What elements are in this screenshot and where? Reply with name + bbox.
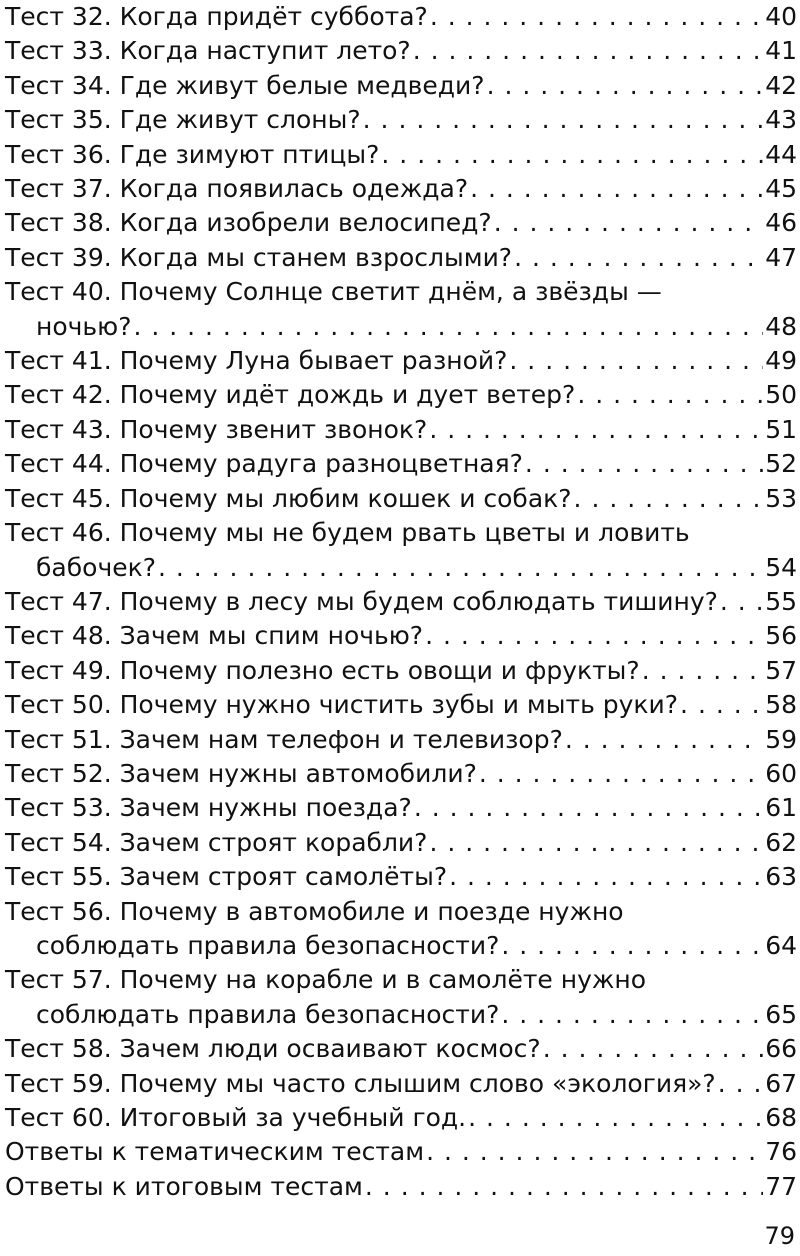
toc-leader-dots (514, 241, 763, 275)
toc-page-number: 43 (765, 105, 797, 135)
toc-entry (5, 895, 797, 964)
toc-entry (5, 1135, 797, 1169)
toc-page-number: 40 (765, 2, 797, 31)
toc-page-number: 56 (765, 621, 797, 651)
toc-entry-line (5, 1170, 797, 1204)
toc-entry-title: Тест 42. Почему идёт дождь и дует ветер? (5, 380, 576, 410)
toc-leader-dots (363, 103, 764, 137)
toc-entry-title: Ответы к итоговым тестам (5, 1171, 363, 1201)
toc-entry-title: Тест 52. Зачем нужны автомобили? (5, 758, 477, 788)
toc-entry (5, 69, 797, 103)
toc-entry (5, 826, 797, 860)
toc-entry-title: соблюдать правила безопасности? (36, 999, 500, 1029)
toc-page-number: 57 (765, 655, 797, 685)
toc-entry (5, 378, 797, 412)
toc-entry-line (5, 688, 797, 722)
toc-page-number: 47 (765, 242, 797, 272)
toc-entry-title: ночью? (36, 311, 132, 341)
toc-entry-title: Тест 59. Почему мы часто слышим слово «экология»? (5, 1068, 716, 1098)
toc-leader-dots (158, 551, 763, 585)
toc-page-number: 54 (765, 552, 797, 582)
toc-entry-line (5, 69, 797, 103)
toc-entry-title: Ответы к тематическим тестам (5, 1137, 425, 1167)
toc-entry-title: Тест 55. Зачем строят самолёты? (5, 862, 448, 892)
toc-entry-title: Тест 49. Почему полезно есть овощи и фрукты? (5, 655, 640, 685)
toc-leader-dots (430, 0, 763, 34)
toc-page-number: 51 (765, 414, 797, 444)
toc-page-number: 45 (765, 174, 797, 204)
toc-page-number: 61 (765, 793, 797, 823)
toc-leader-dots (494, 206, 764, 240)
toc-leader-dots (525, 447, 763, 481)
toc-leader-dots (487, 69, 764, 103)
toc-page-number: 66 (765, 1034, 797, 1064)
toc-entry-title: Тест 32. Когда придёт суббота? (5, 2, 428, 31)
toc-entry-line (5, 1067, 797, 1101)
toc-page-number: 41 (765, 36, 797, 66)
toc-entry-line (5, 654, 797, 688)
toc-leader-dots (501, 929, 763, 963)
toc-entry (5, 516, 797, 585)
toc-entry (5, 0, 797, 34)
toc-entry (5, 103, 797, 137)
toc-entry (5, 963, 797, 1032)
toc-entry (5, 413, 797, 447)
toc-entry-title: Тест 41. Почему Луна бывает разной? (5, 346, 508, 376)
toc-entry-title: Тест 33. Когда наступит лето? (5, 36, 411, 66)
toc-entry-line (5, 310, 797, 344)
toc-entry (5, 34, 797, 68)
toc-page-number: 63 (765, 862, 797, 892)
toc-leader-dots (470, 172, 763, 206)
toc-leader-dots (720, 585, 763, 619)
toc-entry-title: Тест 58. Зачем люди осваивают космос? (5, 1034, 541, 1064)
toc-page-number: 67 (765, 1068, 797, 1098)
toc-page-number: 52 (765, 449, 797, 479)
toc-entry-line (5, 447, 797, 481)
toc-entry-line (5, 413, 797, 447)
toc-page-number: 55 (765, 586, 797, 616)
toc-entry-title: Тест 38. Когда изобрели велосипед? (5, 208, 492, 238)
toc-leader-dots (468, 1101, 763, 1135)
toc-entry-line (5, 516, 797, 550)
toc-entry-title: Тест 44. Почему радуга разноцветная? (5, 449, 523, 479)
toc-entry (5, 447, 797, 481)
toc-leader-dots (565, 723, 763, 757)
toc-entry-line (5, 138, 797, 172)
toc-page-number: 68 (765, 1103, 797, 1132)
toc-entry-title: Тест 48. Зачем мы спим ночью? (5, 621, 424, 651)
toc-entry-line (5, 344, 797, 378)
toc-leader-dots (718, 1067, 763, 1101)
toc-entry-line (5, 860, 797, 894)
toc-leader-dots (479, 757, 763, 791)
toc-page-number: 60 (765, 758, 797, 788)
toc-leader-dots (425, 619, 763, 653)
toc-entry (5, 138, 797, 172)
toc-entry-line (5, 1135, 797, 1169)
toc-entry-line (5, 378, 797, 412)
toc-entry-line (5, 172, 797, 206)
toc-entry-line (5, 34, 797, 68)
toc-page-number: 53 (765, 483, 797, 513)
toc-page-number: 58 (765, 690, 797, 720)
toc-entry-title: Тест 60. Итоговый за учебный год. (5, 1103, 467, 1132)
toc-page-number: 65 (765, 999, 797, 1029)
toc-entry-title: Тест 54. Зачем строят корабли? (5, 827, 428, 857)
toc-page-number: 46 (765, 208, 797, 238)
toc-entry-line (5, 1032, 797, 1066)
toc-page-number: 64 (765, 930, 797, 960)
toc-entry-line (5, 585, 797, 619)
toc-entry-title: бабочек? (36, 552, 156, 582)
toc-leader-dots (133, 310, 763, 344)
toc-leader-dots (429, 413, 763, 447)
toc-entry (5, 482, 797, 516)
toc-entry-line (5, 482, 797, 516)
toc-entry-title: Тест 51. Зачем нам телефон и телевизор? (5, 724, 563, 754)
toc-leader-dots (449, 860, 763, 894)
toc-entry (5, 757, 797, 791)
toc-page-number: 62 (765, 827, 797, 857)
toc-entry-line (5, 103, 797, 137)
toc-page-number: 77 (765, 1171, 797, 1201)
toc-leader-dots (577, 378, 763, 412)
toc-entry (5, 241, 797, 275)
toc-entry-line (5, 791, 797, 825)
toc-entry (5, 275, 797, 344)
toc-entry-title: Тест 36. Где зимуют птицы? (5, 139, 380, 169)
toc-entry-title: Тест 35. Где живут слоны? (5, 105, 361, 135)
toc-page-number: 42 (765, 70, 797, 100)
toc-entry-title: Тест 47. Почему в лесу мы будем соблюдать тишину? (5, 586, 718, 616)
toc-entry-line (5, 826, 797, 860)
toc-leader-dots (680, 688, 763, 722)
toc-leader-dots (381, 138, 763, 172)
toc-entry (5, 860, 797, 894)
toc-entry-line (5, 241, 797, 275)
toc-entry (5, 1101, 797, 1135)
toc-leader-dots (642, 654, 764, 688)
toc-leader-dots (413, 34, 763, 68)
toc-entry-line (5, 619, 797, 653)
toc-entry-title: Тест 50. Почему нужно чистить зубы и мыть руки? (5, 690, 679, 720)
toc-entry-line (5, 998, 797, 1032)
toc-entry (5, 619, 797, 653)
toc-page-number: 59 (765, 724, 797, 754)
toc-leader-dots (426, 1135, 763, 1169)
toc-page-number: 50 (765, 380, 797, 410)
toc-entry-line (5, 275, 797, 309)
toc-entry (5, 723, 797, 757)
toc-entry-line (5, 1101, 797, 1135)
toc-entry-title: Тест 37. Когда появилась одежда? (5, 174, 469, 204)
toc-entry (5, 688, 797, 722)
toc-entry (5, 1170, 797, 1204)
toc-entry-line (5, 757, 797, 791)
toc-entry-line (5, 929, 797, 963)
toc-page-number: 44 (765, 139, 797, 169)
toc-entry (5, 172, 797, 206)
toc-entry-line (5, 895, 797, 929)
toc-entry (5, 654, 797, 688)
toc-leader-dots (414, 791, 763, 825)
toc-entry-title: соблюдать правила безопасности? (36, 930, 500, 960)
toc-entry-line (5, 206, 797, 240)
toc-entry-line (5, 0, 797, 34)
toc-entry (5, 791, 797, 825)
toc-entry-title: Тест 45. Почему мы любим кошек и собак? (5, 483, 572, 513)
toc-entry-line (5, 551, 797, 585)
toc-entry-title: Тест 43. Почему звенит звонок? (5, 414, 428, 444)
toc-entry (5, 1032, 797, 1066)
toc-entry-line (5, 723, 797, 757)
toc-entry-title: Тест 53. Зачем нужны поезда? (5, 793, 412, 823)
toc-leader-dots (365, 1170, 763, 1204)
toc-leader-dots (509, 344, 763, 378)
toc-entry-title: Тест 40. Почему Солнце светит днём, а звёзды — (5, 277, 662, 307)
toc-entry-title: Тест 39. Когда мы станем взрослыми? (5, 242, 513, 272)
toc-entry-line (5, 963, 797, 997)
toc-entry (5, 1067, 797, 1101)
toc-entry-title: Тест 57. Почему на корабле и в самолёте нужно (5, 965, 647, 995)
toc-leader-dots (429, 826, 763, 860)
toc-entry (5, 344, 797, 378)
toc-page-number: 49 (765, 346, 797, 376)
toc-entry (5, 206, 797, 240)
toc-page-number: 76 (765, 1137, 797, 1167)
toc-page-number: 48 (765, 311, 797, 341)
toc-entry-title: Тест 34. Где живут белые медведи? (5, 70, 485, 100)
page-number: 79 (764, 1222, 795, 1250)
toc-leader-dots (543, 1032, 764, 1066)
toc-entry (5, 585, 797, 619)
toc-entry-title: Тест 46. Почему мы не будем рвать цветы и ловить (5, 518, 690, 548)
toc-entry-title: Тест 56. Почему в автомобиле и поезде нужно (5, 896, 624, 926)
table-of-contents (5, 0, 797, 1204)
toc-leader-dots (501, 998, 763, 1032)
toc-leader-dots (574, 482, 764, 516)
